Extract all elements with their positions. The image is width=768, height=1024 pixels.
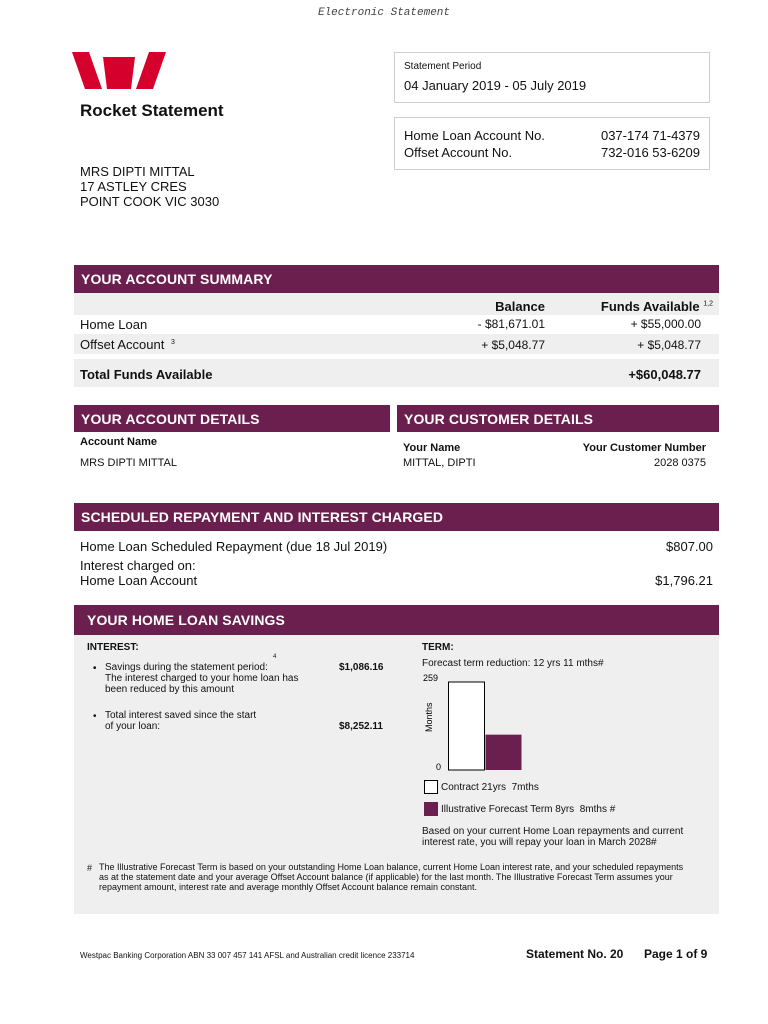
forecast-term-bar	[486, 735, 522, 770]
summary-total-row	[74, 359, 719, 387]
note-line2: interest rate, you will repay your loan in March 2028#	[422, 837, 657, 848]
legend-forecast	[424, 802, 615, 816]
footer-legal: Westpac Banking Corporation ABN 33 007 457 141 AFSL and Australian credit licence 233714	[80, 951, 415, 960]
total-funds-value: +$60,048.77	[628, 367, 701, 382]
summary-row-balance: + $5,048.77	[481, 338, 545, 352]
customer-number-label: Your Customer Number	[582, 442, 706, 454]
scheduled-repayment-label: Home Loan Scheduled Repayment (due 18 Jul 2019)	[80, 539, 388, 554]
summary-row-name	[80, 337, 175, 352]
total-funds-label: Total Funds Available	[80, 367, 213, 382]
offset-account-row	[404, 144, 700, 161]
mailing-address	[80, 164, 219, 209]
funds-available-footnote: 1,2	[703, 300, 713, 308]
interest-charged-value: $1,796.21	[655, 573, 713, 588]
home-loan-account-label: Home Loan Account No.	[404, 128, 545, 143]
page-number: Page 1 of 9	[644, 947, 708, 961]
home-loan-account-row	[404, 127, 700, 144]
funds-available-label: Funds Available	[600, 299, 700, 314]
note-line1: Based on your current Home Loan repayments and current	[422, 826, 684, 837]
savings-item2-line1: Total interest saved since the start	[105, 710, 257, 721]
summary-row-name: Home Loan	[80, 317, 148, 332]
interest-charged-line2: Home Loan Account	[80, 573, 198, 588]
savings-item1-line3: been reduced by this amount	[105, 684, 234, 695]
savings-item1-value: $1,086.16	[339, 662, 384, 673]
savings-bullet-2: •	[93, 711, 97, 722]
statement-title: Rocket Statement	[80, 101, 224, 120]
summary-row-funds: + $55,000.00	[630, 317, 701, 331]
interest-heading: INTEREST:	[87, 642, 139, 653]
account-numbers-box	[394, 117, 710, 170]
address-line-suburb: POINT COOK VIC 3030	[80, 194, 220, 209]
savings-item2-line2: of your loan:	[105, 721, 161, 732]
account-name-value: MRS DIPTI MITTAL	[80, 457, 177, 469]
term-heading: TERM:	[422, 642, 454, 653]
repayment-forecast-note	[422, 826, 683, 848]
westpac-logo	[72, 52, 166, 89]
repayment-header: SCHEDULED REPAYMENT AND INTEREST CHARGED	[74, 503, 719, 531]
savings-header: YOUR HOME LOAN SAVINGS	[74, 605, 719, 635]
savings-item2-value: $8,252.11	[339, 721, 383, 732]
savings-item1-line2: The interest charged to your home loan has	[105, 673, 299, 684]
funds-available-column-header	[601, 299, 713, 314]
savings-item1-line1: Savings during the statement period: 4	[105, 654, 277, 673]
summary-column-headers	[74, 293, 719, 315]
offset-row-label: Offset Account	[80, 337, 165, 352]
y-tick-label-max: 259	[423, 673, 439, 683]
address-line-street: 17 ASTLEY CRES	[80, 179, 187, 194]
statement-period-label: Statement Period	[404, 61, 482, 72]
statement-period-value: 04 January 2019 - 05 July 2019	[404, 78, 587, 93]
summary-row-offset	[74, 334, 719, 354]
contract-term-bar	[449, 682, 485, 770]
y-tick-label-zero: 0	[436, 762, 442, 772]
legend-contract-swatch	[424, 780, 438, 794]
logo-icon	[72, 52, 166, 89]
statement-period-box	[394, 52, 710, 103]
interest-charged-line1: Interest charged on:	[80, 558, 196, 573]
customer-details-header: YOUR CUSTOMER DETAILS	[397, 405, 719, 432]
account-name-label: Account Name	[80, 436, 158, 448]
legend-forecast-label: Illustrative Forecast Term 8yrs 8mths #	[441, 803, 616, 815]
offset-account-number: 732-016 53-6209	[600, 145, 700, 160]
footnote-mark: #	[87, 863, 93, 873]
summary-row-balance: - $81,671.01	[477, 317, 545, 331]
term-chart	[418, 670, 578, 782]
legend-contract-label: Contract 21yrs 7mths	[441, 781, 539, 793]
document-type-label: Electronic Statement	[317, 7, 451, 19]
savings-item-total	[105, 710, 256, 732]
statement-number: Statement No. 20	[526, 947, 624, 961]
balance-column-header: Balance	[495, 299, 545, 314]
savings-bullet-1: •	[93, 663, 97, 674]
savings-item1-footnote: 4	[273, 654, 277, 660]
summary-row-funds: + $5,048.77	[637, 338, 701, 352]
account-summary-table	[74, 293, 719, 387]
y-axis-label: Months	[424, 702, 434, 732]
interest-charged-label	[80, 558, 197, 588]
forecast-footnote: The Illustrative Forecast Term is based on your outstanding Home Loan balance, current Home Loan interest rate, and your scheduled repayments as at the statement date and your average Offset Account balance (if applicable) for the last month. The Illustrative Forecast Term assumes your repayment amount, interest rate and average monthly Offset Account balance remain constant.	[99, 862, 684, 892]
legend-forecast-swatch	[424, 802, 438, 816]
account-summary-header: YOUR ACCOUNT SUMMARY	[74, 265, 719, 293]
offset-account-label: Offset Account No.	[404, 145, 513, 160]
scheduled-repayment-value: $807.00	[666, 539, 713, 554]
home-loan-account-number: 037-174 71-4379	[600, 128, 700, 143]
customer-number-value: 2028 0375	[654, 457, 706, 469]
your-name-value: MITTAL, DIPTI	[403, 457, 476, 469]
forecast-term-reduction: Forecast term reduction: 12 yrs 11 mths#	[422, 658, 604, 669]
savings-item-statement-period	[105, 654, 320, 695]
summary-row-home-loan	[74, 315, 719, 334]
offset-row-footnote: 3	[170, 338, 175, 346]
address-line-name: MRS DIPTI MITTAL	[80, 164, 195, 179]
account-details-header: YOUR ACCOUNT DETAILS	[74, 405, 390, 432]
your-name-label: Your Name	[403, 442, 461, 454]
legend-contract	[424, 780, 539, 794]
